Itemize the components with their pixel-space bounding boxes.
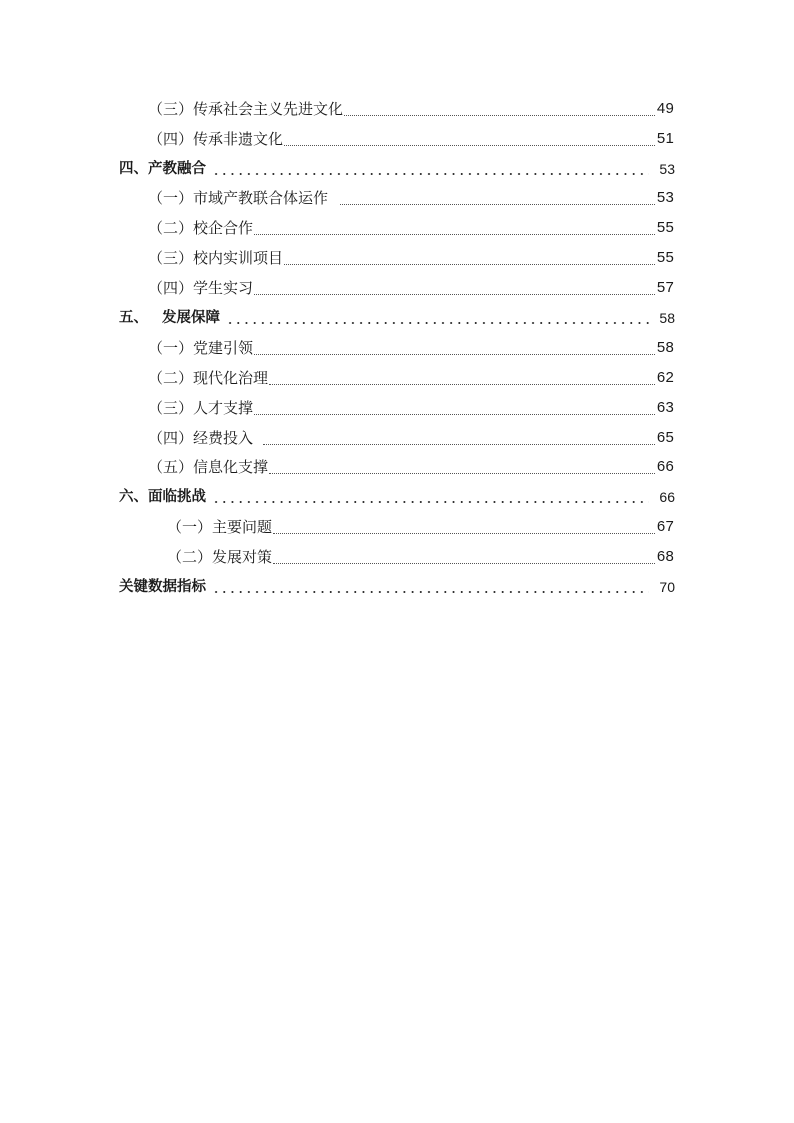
toc-entry[interactable]: [148, 98, 674, 120]
toc-section-title: 关键数据指标: [119, 579, 206, 595]
toc-dot-leader: [273, 551, 655, 564]
toc-entry[interactable]: [148, 367, 674, 389]
toc-entry[interactable]: [148, 337, 674, 359]
toc-page-number: 57: [656, 279, 674, 296]
toc-entry[interactable]: [148, 217, 674, 239]
toc-dot-leader: [254, 342, 655, 355]
toc-page-number: 49: [656, 100, 674, 117]
toc-page-number: 63: [656, 399, 674, 416]
toc-entry[interactable]: [148, 427, 674, 449]
toc-page-number: 70: [659, 579, 675, 595]
toc-page-number: 66: [656, 458, 674, 475]
toc-page-number: 51: [656, 130, 674, 147]
toc-section-entry[interactable]: [119, 158, 675, 180]
toc-dot-leader: [254, 282, 655, 295]
toc-dot-leader: [284, 133, 655, 146]
toc-page-number: 68: [656, 548, 674, 565]
toc-page-number: 53: [656, 189, 674, 206]
toc-page-number: 62: [656, 369, 674, 386]
toc-dot-leader: [269, 372, 655, 385]
toc-entry-title: （三）传承社会主义先进文化: [148, 100, 344, 118]
toc-dot-leader: [226, 311, 649, 325]
toc-entry-title: （一）市域产教联合体运作: [148, 189, 329, 207]
toc-section-entry[interactable]: [119, 307, 675, 329]
toc-section-entry[interactable]: [119, 486, 675, 508]
toc-section-title: 六、面临挑战: [119, 489, 206, 505]
toc-dot-leader: [254, 402, 655, 415]
toc-section-title: [119, 307, 220, 329]
toc-page-number: 66: [659, 489, 675, 505]
toc-dot-leader: [273, 521, 655, 534]
toc-entry[interactable]: [148, 397, 674, 419]
toc-section-name: 发展保障: [162, 310, 220, 326]
toc-entry-title: （三）校内实训项目: [148, 249, 284, 267]
toc-entry-title: （四）传承非遗文化: [148, 130, 284, 148]
toc-entry-title: （五）信息化支撑: [148, 458, 269, 476]
toc-entry[interactable]: [167, 546, 674, 568]
toc-entry[interactable]: [167, 516, 674, 538]
toc-entry-title: （一）党建引领: [148, 339, 254, 357]
toc-entry-title: （一）主要问题: [167, 518, 273, 536]
toc-page-number: 55: [656, 219, 674, 236]
toc-entry-title: （四）经费投入: [148, 429, 254, 447]
toc-dot-leader: [344, 103, 655, 116]
toc-dot-leader: [212, 162, 649, 176]
toc-entry[interactable]: [148, 187, 674, 209]
toc-entry[interactable]: [148, 128, 674, 150]
toc-page-number: 67: [656, 518, 674, 535]
toc-entry-title: （四）学生实习: [148, 279, 254, 297]
toc-entry-title: （二）发展对策: [167, 548, 273, 566]
toc-dot-leader: [284, 252, 655, 265]
toc-dot-leader: [340, 192, 655, 205]
toc-page-number: 65: [656, 429, 674, 446]
toc-section-entry[interactable]: [119, 576, 675, 598]
toc-dot-leader: [212, 580, 649, 594]
toc-entry[interactable]: [148, 247, 674, 269]
toc-entry-title: （三）人才支撑: [148, 399, 254, 417]
toc-dot-leader: [254, 222, 655, 235]
toc-page-number: 55: [656, 249, 674, 266]
toc-entry-title: （二）现代化治理: [148, 369, 269, 387]
toc-dot-leader: [212, 490, 649, 504]
toc-dot-leader: [269, 461, 655, 474]
toc-section-number: 五、: [119, 310, 148, 326]
toc-page-number: 53: [659, 161, 675, 177]
toc-entry-title: （二）校企合作: [148, 219, 254, 237]
toc-page-number: 58: [656, 339, 674, 356]
toc-entry[interactable]: [148, 277, 674, 299]
toc-section-title: 四、产教融合: [119, 161, 206, 177]
toc-dot-leader: [263, 432, 655, 445]
toc-entry[interactable]: [148, 456, 674, 478]
toc-page-number: 58: [659, 310, 675, 326]
